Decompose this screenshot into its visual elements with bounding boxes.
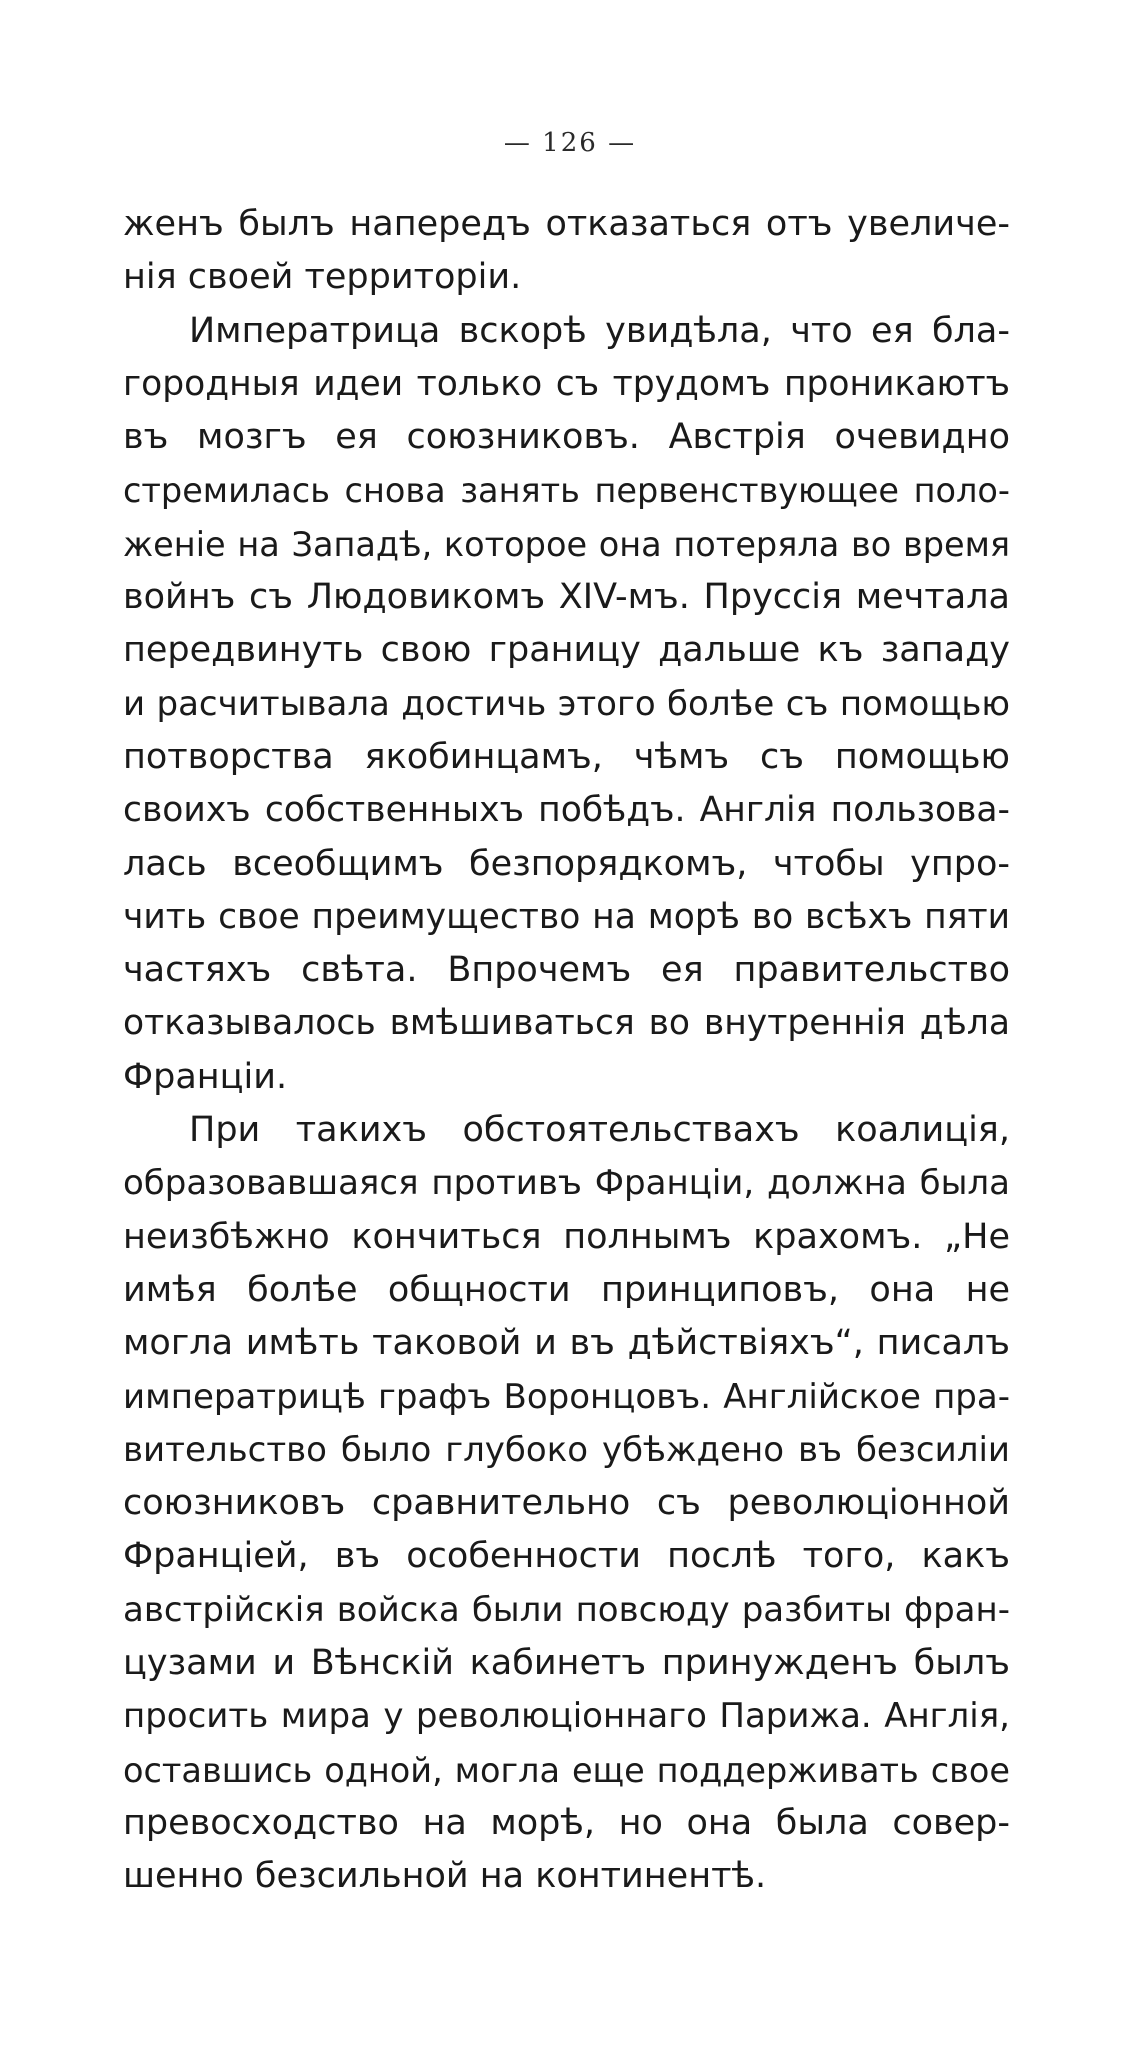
text-line: вительство было глубоко убѣждено въ безсиліи [123,1429,1010,1470]
text-line: Франціей, въ особенности послѣ того, какъ [123,1536,1010,1577]
text-line: частяхъ свѣта. Впрочемъ ея правительство [123,950,1010,991]
text-line: стремилась снова занять первенствующее поло- [123,471,1010,511]
text-line: передвинуть свою границу дальше къ западу [123,630,1010,671]
text-line: отказывалось вмѣшиваться во внутреннія дѣла [123,1003,1010,1044]
text-line: чить свое преимущество на морѣ во всѣхъ пяти [123,896,1010,937]
text-line: Франціи. [123,1056,288,1097]
paragraph-2 [123,305,1010,1104]
text-line: женъ былъ напередъ отказаться отъ увеличе- [123,204,1010,244]
text-line: потворства якобинцамъ, чѣмъ съ помощью [123,736,1010,777]
paragraph-3 [123,1104,1010,1903]
text-line: неизбѣжно кончиться полнымъ крахомъ. „Не [123,1216,1010,1257]
text-line: просить мира у революціоннаго Парижа. Англія, [123,1696,1010,1737]
text-line: императрицѣ графъ Воронцовъ. Англійское пра- [123,1376,1010,1417]
text-line: австрійскія войска были повсюду разбиты фран- [123,1589,1010,1630]
text-line: въ мозгъ ея союзниковъ. Австрія очевидно [123,417,1010,458]
text-line: превосходство на морѣ, но она была совер- [123,1802,1010,1843]
text-line: имѣя болѣе общности принциповъ, она не [123,1269,1010,1310]
text-line: При такихъ обстоятельствахъ коалиція, [189,1110,1010,1151]
page-number: — 126 — [503,128,637,158]
text-line: оставшись одной, могла еще поддерживать свое [123,1750,1010,1790]
text-line: могла имѣть таковой и въ дѣйствіяхъ“, писалъ [123,1323,1010,1364]
text-line: городныя идеи только съ трудомъ проникаютъ [123,363,1010,404]
text-line: своихъ собственныхъ побѣдъ. Англія пользова- [123,790,1010,831]
paragraph-1 [123,198,1010,305]
text-line: Императрица вскорѣ увидѣла, что ея бла- [189,310,1010,351]
text-line: образовавшаяся противъ Франціи, должна была [123,1163,1010,1204]
text-line: нія своей территоріи. [123,257,522,298]
text-line: войнъ съ Людовикомъ XIV-мъ. Пруссія мечтала [123,577,1010,618]
text-line: и расчитывала достичь этого болѣе съ помощью [123,683,1010,724]
text-line: женіе на Западѣ, которое она потеряла во время [123,524,1010,564]
text-line: союзниковъ сравнительно съ революціонной [123,1483,1010,1524]
text-line: шенно безсильной на континентѣ. [123,1856,767,1897]
body-text [123,198,1010,1904]
text-line: цузами и Вѣнскій кабинетъ принужденъ былъ [123,1643,1010,1684]
text-line: лась всеобщимъ безпорядкомъ, чтобы упро- [123,843,1010,884]
